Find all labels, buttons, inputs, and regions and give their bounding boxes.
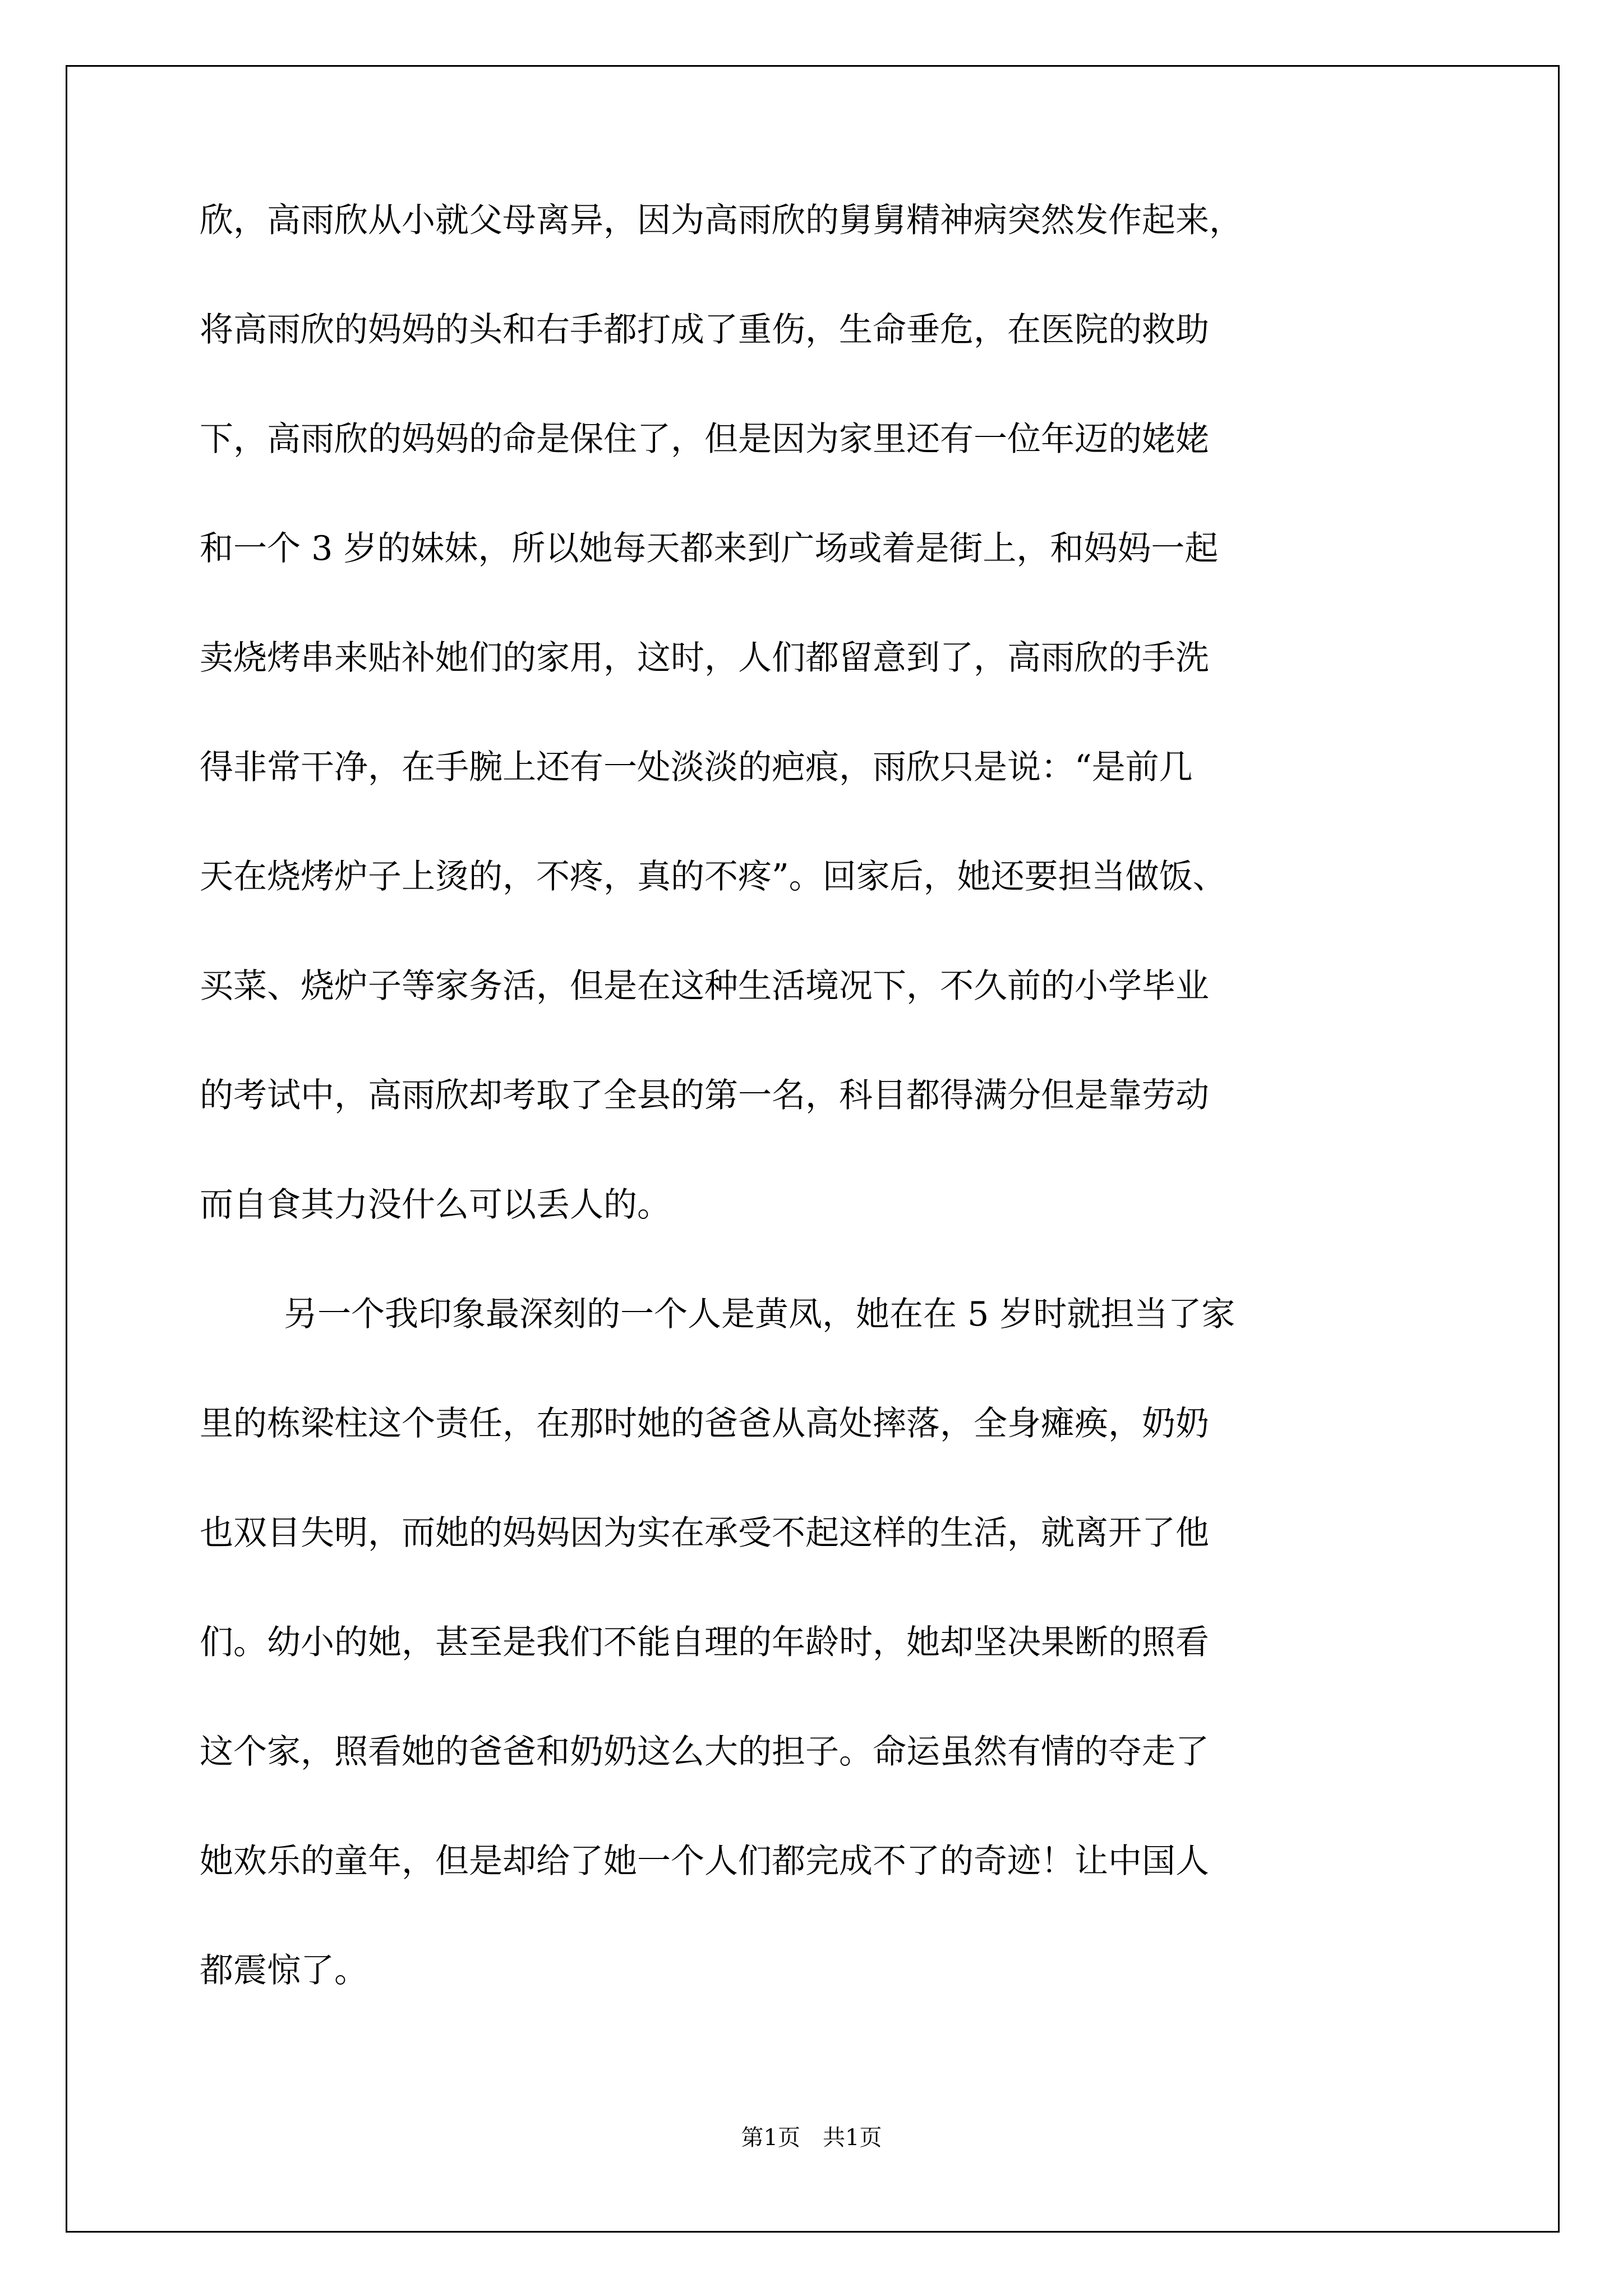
text-line: 她欢乐的童年，但是却给了她一个人们都完成不了的奇迹！让中国人 [200,1842,1209,1881]
text-line: 得非常干净，在手腕上还有一处淡淡的疤痕，雨欣只是说：“是前几 [200,748,1193,787]
text-line: 都震惊了。 [200,1951,368,1990]
text-line: 而自食其力没什么可以丢人的。 [200,1185,671,1225]
text-line: 和一个 3 岁的妹妹，所以她每天都来到广场或着是街上，和妈妈一起 [200,529,1219,568]
text-line: 另一个我印象最深刻的一个人是黄凤，她在在 5 岁时就担当了家 [284,1295,1235,1334]
text-line: 也双目失明，而她的妈妈因为实在承受不起这样的生活，就离开了他 [200,1513,1209,1553]
text-line: 下，高雨欣的妈妈的命是保住了，但是因为家里还有一位年迈的姥姥 [200,420,1209,459]
text-line: 欣，高雨欣从小就父母离异，因为高雨欣的舅舅精神病突然发作起来， [200,201,1243,240]
text-line: 的考试中，高雨欣却考取了全县的第一名，科目都得满分但是靠劳动 [200,1076,1209,1115]
text-line: 这个家，照看她的爸爸和奶奶这么大的担子。命运虽然有情的夺走了 [200,1732,1209,1772]
text-line: 们。幼小的她，甚至是我们不能自理的年龄时，她却坚决果断的照看 [200,1623,1209,1662]
text-line: 将高雨欣的妈妈的头和右手都打成了重伤，生命垂危，在医院的救助 [200,310,1209,349]
text-line: 卖烧烤串来贴补她们的家用，这时，人们都留意到了，高雨欣的手洗 [200,638,1209,678]
text-line: 买菜、烧炉子等家务活，但是在这种生活境况下，不久前的小学毕业 [200,967,1209,1006]
text-line: 里的栋梁柱这个责任，在那时她的爸爸从高处摔落，全身瘫痪，奶奶 [200,1404,1209,1443]
page-border [66,65,1560,2233]
text-line: 天在烧烤炉子上烫的，不疼，真的不疼”。回家后，她还要担当做饭、 [200,857,1227,896]
page-number-footer: 第1页 共1页 [741,2125,882,2151]
